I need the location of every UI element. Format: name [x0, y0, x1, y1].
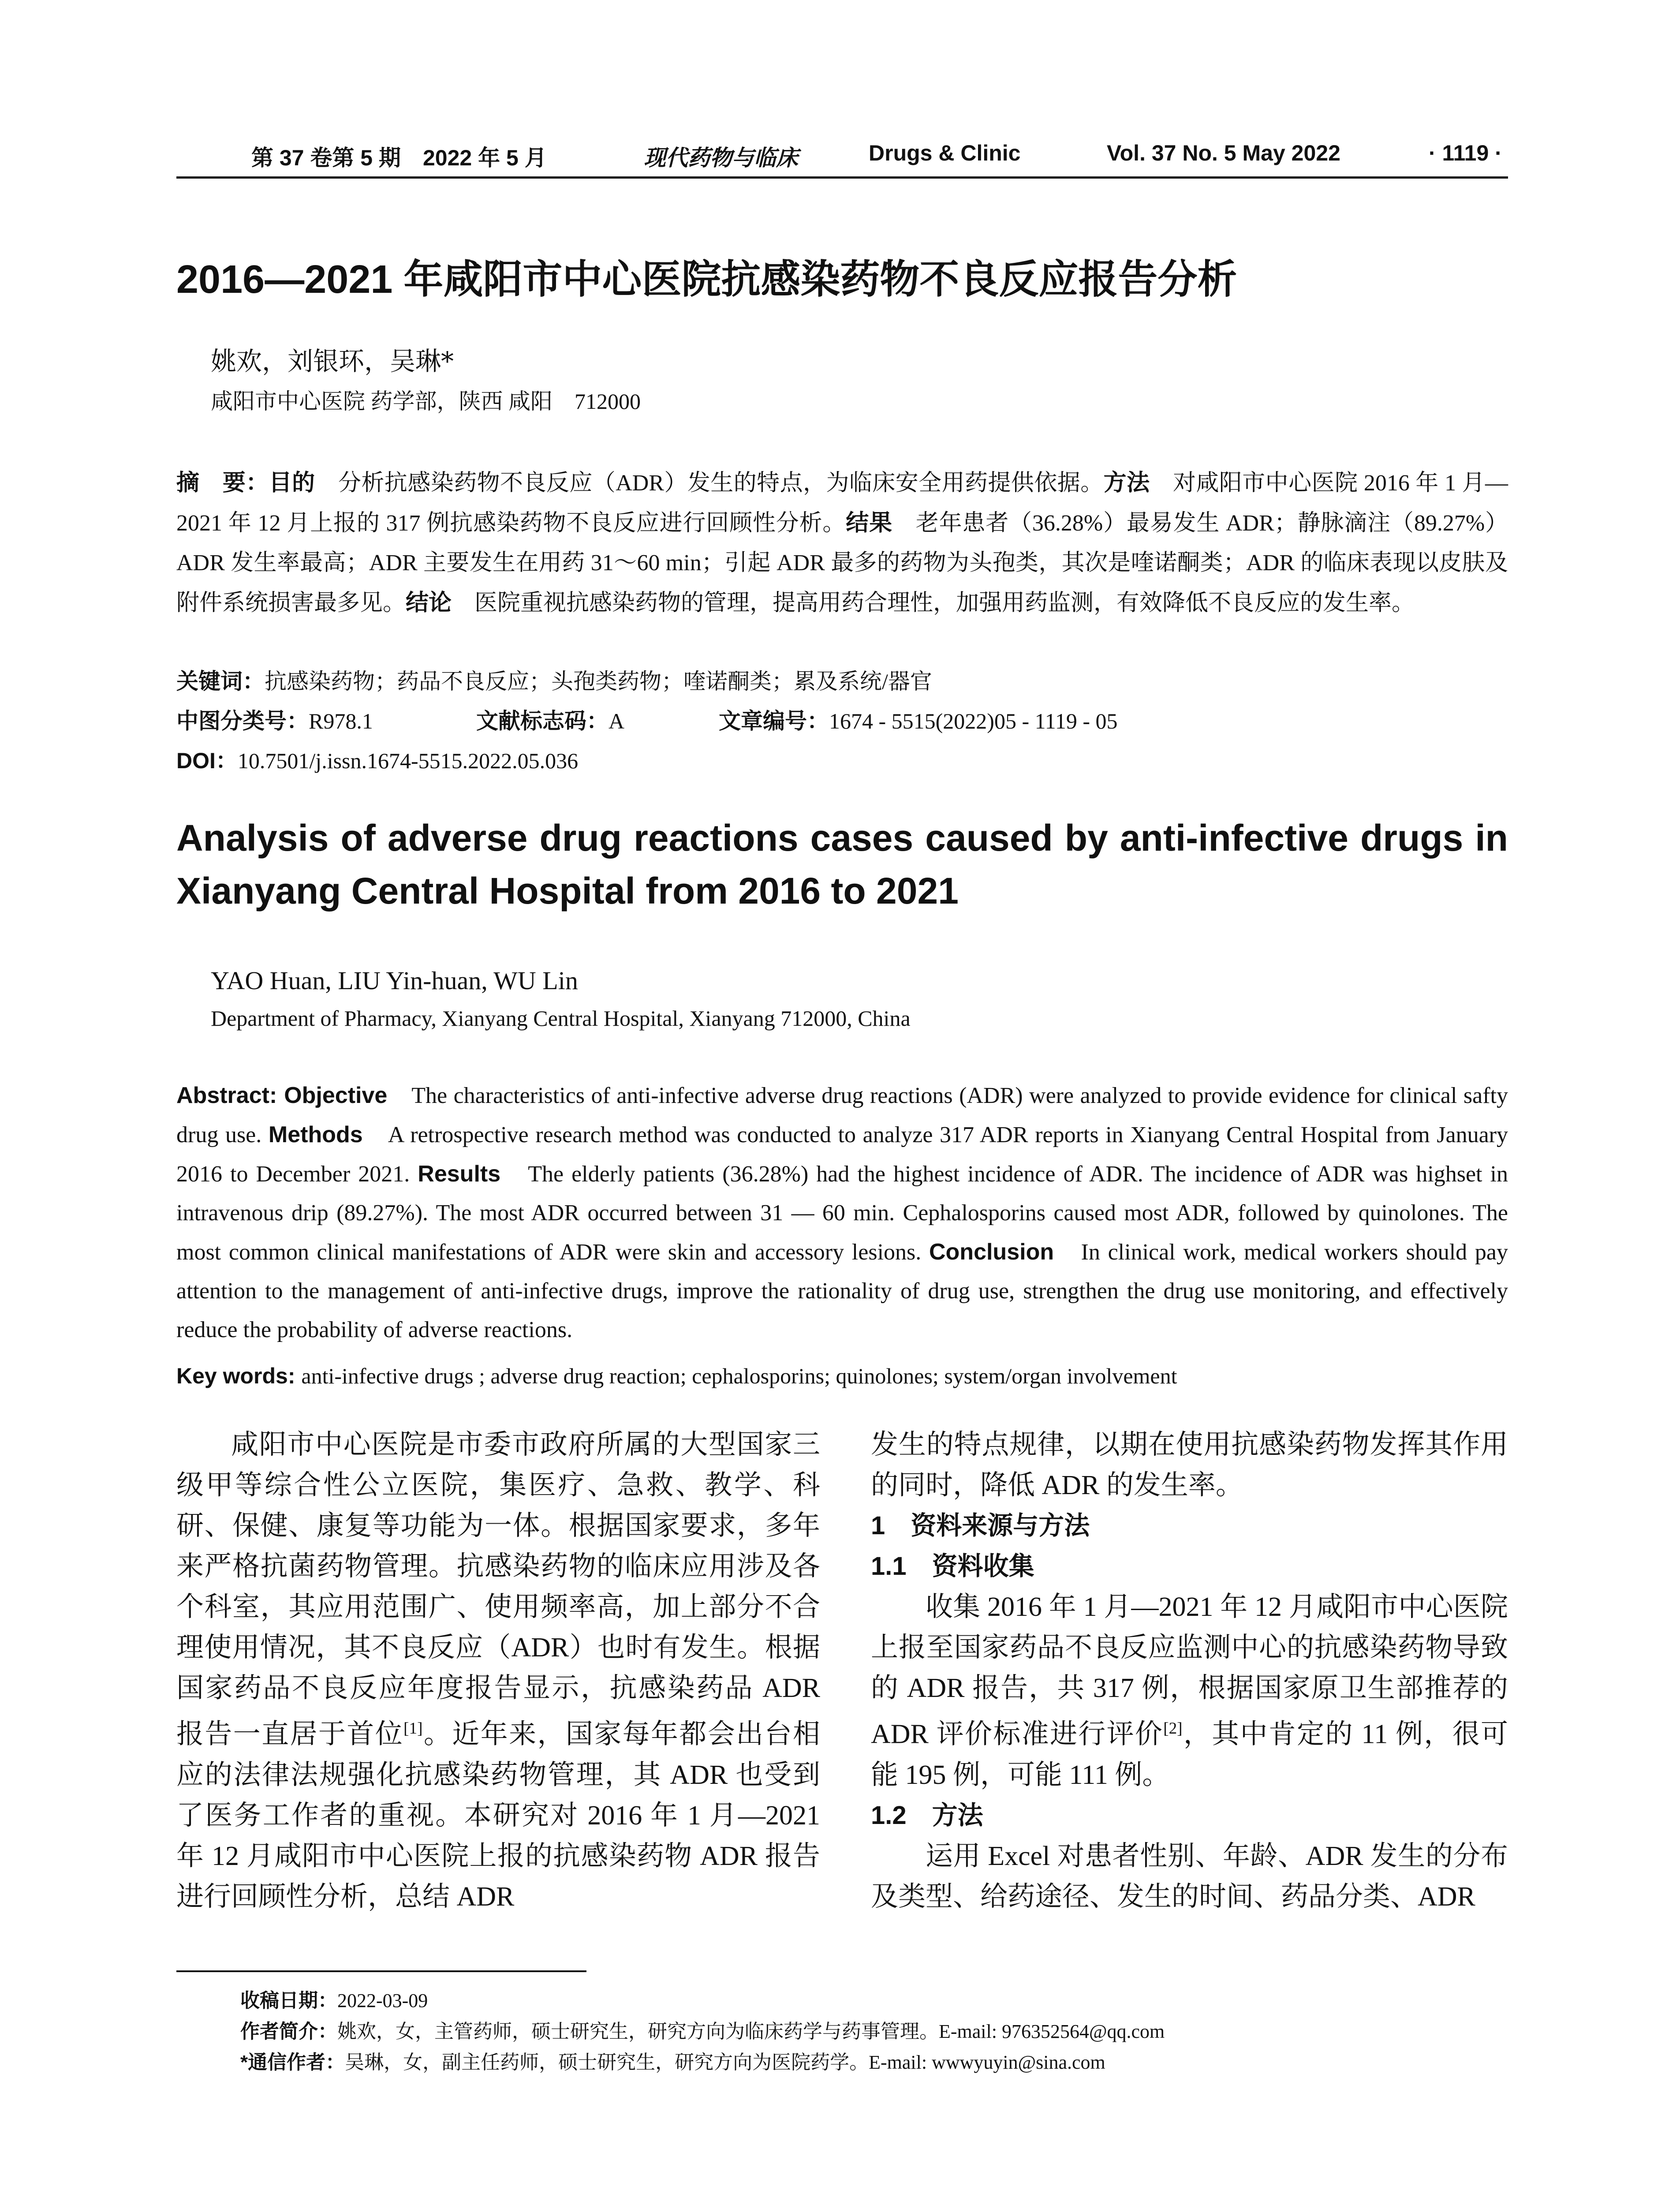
doi-value[interactable]: 10.7501/j.issn.1674-5515.2022.05.036 — [237, 748, 579, 773]
footnote-corresponding — [240, 2046, 1105, 2074]
doc-code-label: 文献标志码： — [476, 709, 609, 733]
clc-label: 中图分类号： — [176, 709, 309, 733]
keywords-en — [176, 1356, 1177, 1396]
section-heading-1-2: 1.2 方法 — [871, 1801, 983, 1830]
keywords-text-zh: 抗感染药物；药品不良反应；头孢类药物；喹诺酮类；累及系统/器官 — [265, 669, 932, 694]
corresponding-text: 吴琳，女，副主任药师，硕士研究生，研究方向为医院药学。E-mail: wwwyuyin@sina.com — [345, 2052, 1105, 2073]
keywords-label-zh: 关键词： — [176, 669, 265, 694]
header-journal-zh: 现代药物与临床 — [644, 145, 798, 171]
affiliation-en: Department of Pharmacy, Xianyang Central Hospital, Xianyang 712000, China — [211, 1006, 911, 1031]
section-heading-1-1: 1.1 资料收集 — [871, 1552, 1034, 1581]
results-text-en: The elderly patients (36.28%) had the highest incidence of ADR. The incidence of ADR was highset in intravenous drip (89.27%). The most ADR occurred between 31 — 60 min. Cephalosporins caused most ADR, followed by quinolones. The most common clinical manifestations of ADR were skin and accessory lesions. — [176, 1162, 1508, 1265]
conclusion-text-zh: 医院重视抗感染药物的管理，提高用药合理性，加强用药监测，有效降低不良反应的发生率。 — [452, 590, 1415, 616]
intro-continuation: 发生的特点规律，以期在使用抗感染药物发挥其作用的同时，降低 ADR 的发生率。 — [871, 1430, 1508, 1500]
collection-text-a: 收集 2016 年 1 月—2021 年 12 月咸阳市中心医院上报至国家药品不良反应监测中心的抗感染药物导致的 ADR 报告，共 317 例，根据国家原卫生部推荐的 ADR 评价标准进行评价 — [871, 1592, 1508, 1749]
received-date: 2022-03-09 — [337, 1990, 428, 2011]
authors-en: YAO Huan, LIU Yin-huan, WU Lin — [211, 966, 578, 995]
header-volume-zh: 第 37 卷第 5 期 2022 年 5 月 — [251, 146, 547, 170]
author-bio-text: 姚欢，女，主管药师，硕士研究生，研究方向为临床药学与药事管理。E-mail: 976352564@qq.com — [337, 2021, 1165, 2042]
footnote-author — [240, 2015, 1165, 2044]
article-title-zh: 2016—2021 年咸阳市中心医院抗感染药物不良反应报告分析 — [176, 258, 1237, 302]
article-title-en: Analysis of adverse drug reactions cases caused by anti-infective drugs in Xianyang Central Hospital from 2016 to 2021 — [176, 817, 1508, 912]
header-volume-en: Vol. 37 No. 5 May 2022 — [1107, 141, 1340, 165]
article-number-label: 文章编号： — [719, 709, 829, 733]
doc-code-value: A — [609, 709, 625, 733]
article-number-value: 1674 - 5515(2022)05 - 1119 - 05 — [829, 709, 1118, 733]
methods-text-en: A retrospective research method was conducted to analyze 317 ADR reports in Xianyang Central Hospital from January 2016 to December 2021. — [176, 1122, 1508, 1187]
body-column-right — [871, 1424, 1508, 1917]
body-column-left — [176, 1424, 820, 1917]
conclusion-label-en: Conclusion — [929, 1239, 1054, 1265]
conclusion-text-en: In clinical work, medical workers should pay attention to the management of anti-infective drugs, improve the rationality of drug use, strengthen the drug use monitoring, and effectively reduce the probability of adverse reactions. — [176, 1240, 1508, 1342]
doi-row — [176, 741, 578, 781]
results-text-zh: 老年患者（36.28%）最易发生 ADR；静脉滴注（89.27%）ADR 发生率最高；ADR 主要发生在用药 31～60 min；引起 ADR 最多的药物为头孢类，其次是喹诺酮类；ADR 的临床表现以皮肤及附件系统损害最多见。 — [176, 511, 1508, 616]
abstract-label-en: Abstract: — [176, 1083, 284, 1108]
objective-label-zh: 目的 — [269, 470, 315, 496]
clc-value: R978.1 — [309, 709, 373, 733]
citation-2[interactable]: [2] — [1163, 1719, 1183, 1738]
affiliation-zh: 咸阳市中心医院 药学部，陕西 咸阳 712000 — [211, 389, 641, 414]
abstract-en — [176, 1076, 1508, 1349]
author-bio-label: 作者简介： — [240, 2021, 337, 2042]
section-heading-1: 1 资料来源与方法 — [871, 1511, 1090, 1540]
doi-label: DOI： — [176, 748, 238, 773]
objective-text-en: The characteristics of anti-infective adverse drug reactions (ADR) were analyzed to provide evidence for clinical safty drug use. — [176, 1083, 1508, 1147]
objective-label-en: Objective — [284, 1083, 388, 1108]
footnote-rule — [176, 1970, 586, 1972]
method-paragraph: 运用 Excel 对患者性别、年龄、ADR 发生的分布及类型、给药途径、发生的时间、药品分类、ADR — [871, 1841, 1508, 1912]
methods-text-zh: 对咸阳市中心医院 2016 年 1 月—2021 年 12 月上报的 317 例抗感染药物不良反应进行回顾性分析。 — [176, 471, 1508, 536]
corresponding-label: *通信作者： — [240, 2052, 345, 2073]
intro-text-b: 。近年来，国家每年都会出台相应的法律法规强化抗感染药物管理，其 ADR 也受到了医务工作者的重视。本研究对 2016 年 1 月—2021 年 12 月咸阳市中心医院上报的抗感染药物 ADR 报告进行回顾性分析，总结 ADR — [176, 1719, 820, 1912]
results-label-en: Results — [418, 1161, 501, 1187]
keywords-zh — [176, 662, 932, 701]
abstract-zh — [176, 463, 1508, 623]
conclusion-label-zh: 结论 — [406, 590, 452, 616]
keywords-label-en: Key words: — [176, 1364, 302, 1388]
methods-label-en: Methods — [268, 1122, 363, 1147]
authors-zh: 姚欢，刘银环，吴琳* — [211, 346, 454, 376]
collection-paragraph — [871, 1587, 1508, 1795]
intro-paragraph — [176, 1424, 820, 1917]
header-journal-en: Drugs & Clinic — [869, 141, 1021, 165]
footnote-received — [240, 1984, 428, 2013]
collection-text-b: ，其中肯定的 11 例，很可能 195 例，可能 111 例。 — [871, 1719, 1508, 1790]
objective-text-zh: 分析抗感染药物不良反应（ADR）发生的特点，为临床安全用药提供依据。 — [315, 471, 1104, 496]
keywords-text-en: anti-infective drugs ; adverse drug reaction; cephalosporins; quinolones; system/organ involvement — [301, 1364, 1177, 1388]
results-label-zh: 结果 — [846, 510, 892, 536]
header-page-number: · 1119 · — [1429, 141, 1502, 165]
received-label: 收稿日期： — [240, 1990, 337, 2011]
methods-label-zh: 方法 — [1103, 470, 1150, 496]
running-header — [176, 140, 1508, 171]
citation-1[interactable]: [1] — [403, 1719, 423, 1738]
header-rule — [176, 176, 1508, 179]
intro-text-a: 咸阳市中心医院是市委市政府所属的大型国家三级甲等综合性公立医院，集医疗、急救、教学、科研、保健、康复等功能为一体。根据国家要求，多年来严格抗菌药物管理。抗感染药物的临床应用涉及各个科室，其应用范围广、使用频率高，加上部分不合理使用情况，其不良反应（ADR）也时有发生。根据国家药品不良反应年度报告显示，抗感染药品 ADR 报告一直居于首位 — [176, 1430, 820, 1749]
abstract-label-zh: 摘 要： — [176, 470, 269, 496]
